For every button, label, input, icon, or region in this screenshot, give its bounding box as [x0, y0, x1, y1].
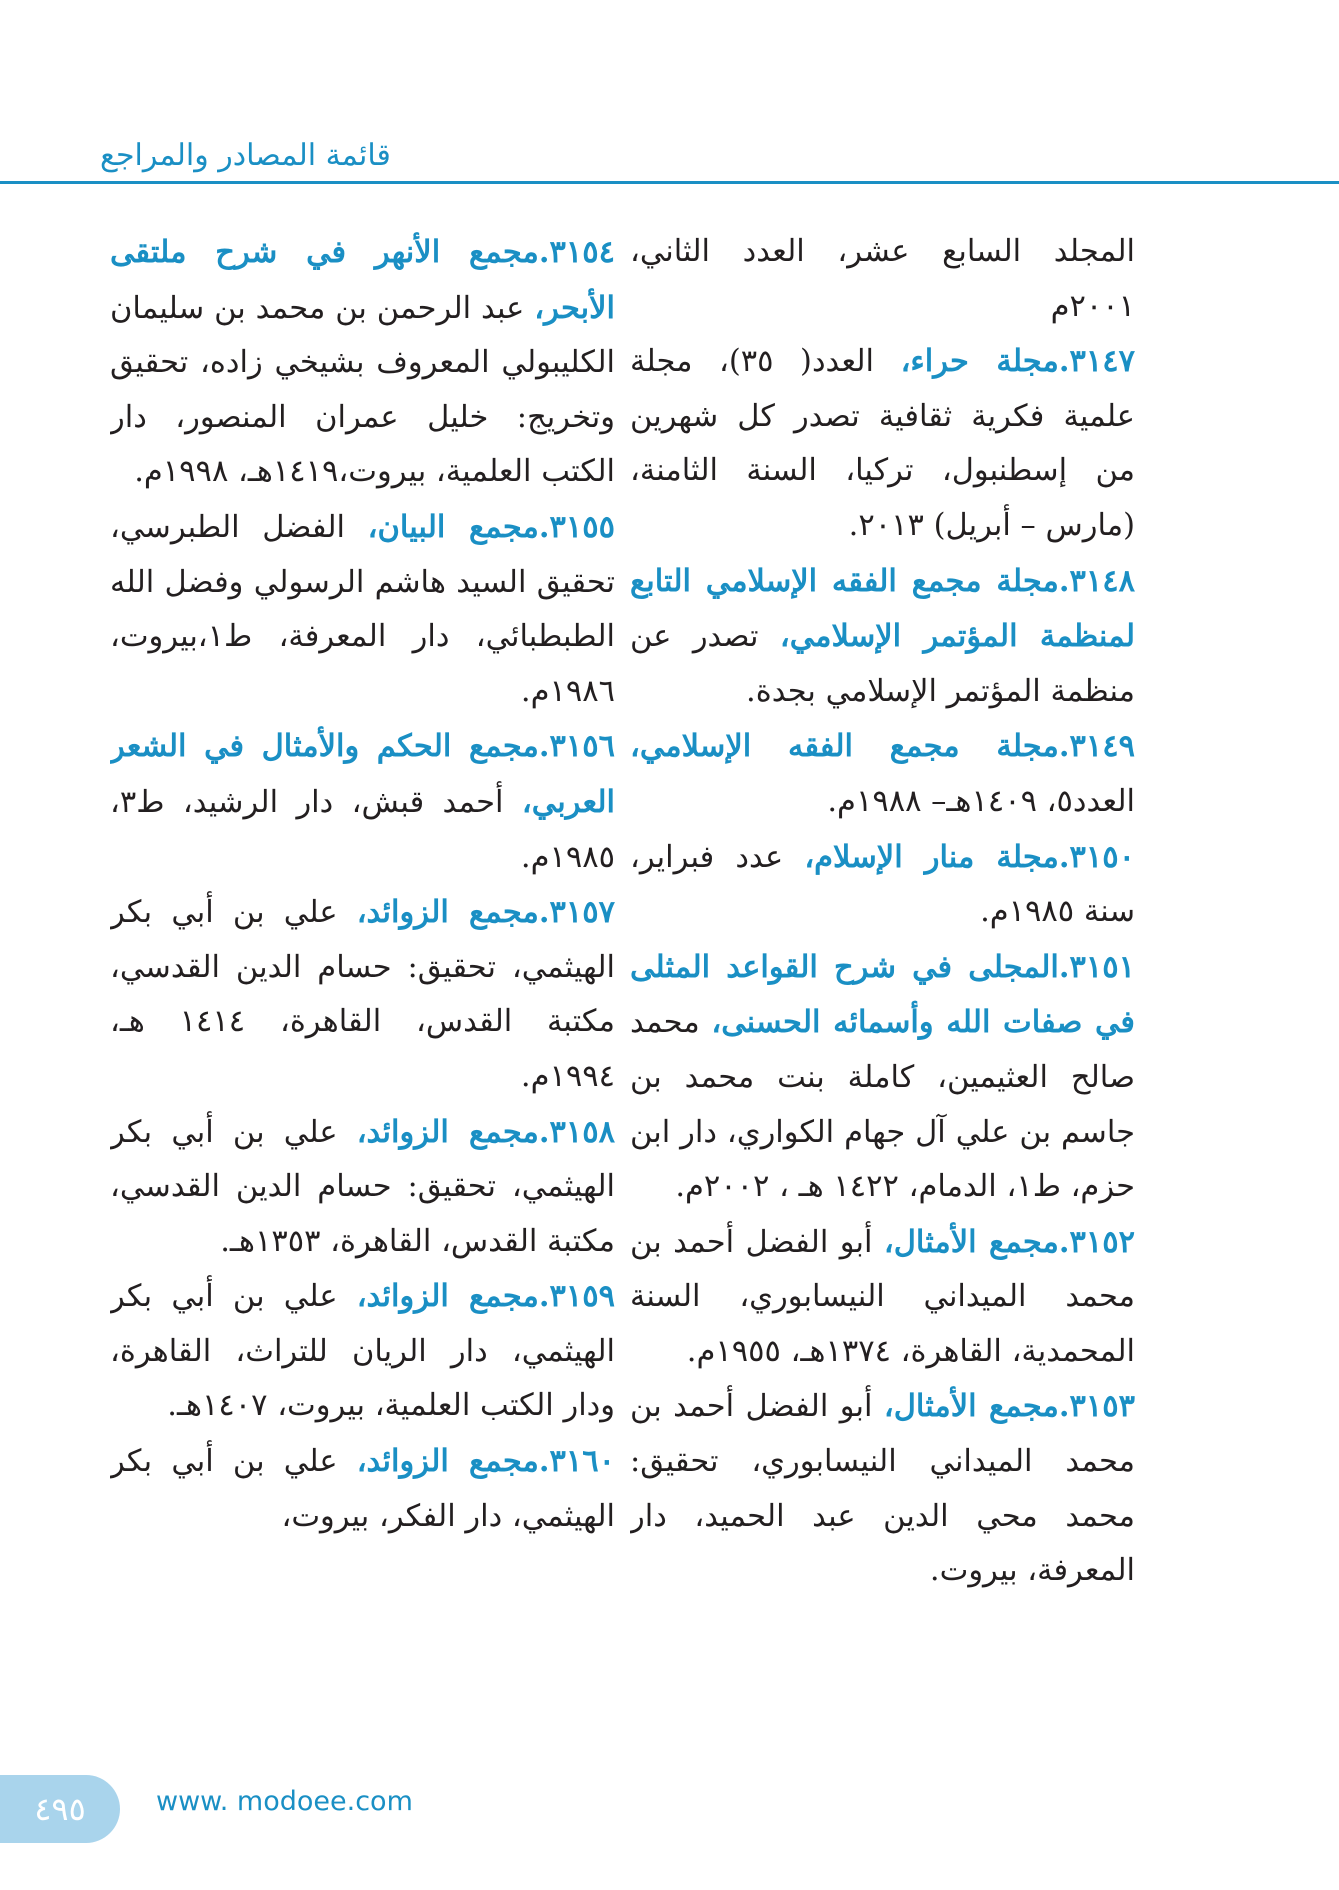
entry-number: ٣١٥٥.: [538, 508, 615, 545]
footer-website-link[interactable]: www. modoee.com: [156, 1786, 413, 1817]
entry-number: ٣١٥٧.: [538, 894, 615, 931]
entry-number: ٣١٥٦.: [538, 728, 615, 765]
entry-number: ٣١٤٩.: [1058, 728, 1135, 765]
entry-details: تصدر عن منظمة المؤتمر الإسلامي بجدة.: [630, 619, 1135, 709]
entry-details: أحمد قبش، دار الرشيد، ط٣، ١٩٨٥م.: [110, 784, 615, 875]
bibliography-entry: [630, 1379, 1135, 1598]
bibliography-entry: [110, 719, 615, 885]
bibliography-entry: [630, 1215, 1135, 1380]
entry-details: علي بن أبي بكر الهيثمي، دار الفكر، بيروت،: [110, 1444, 615, 1534]
entry-title: مجمع الحكم والأمثال في الشعر العربي،: [110, 728, 615, 820]
bibliography-entry: [630, 225, 1135, 334]
entry-details: المجلد السابع عشر، العدد الثاني، ٢٠٠١م: [630, 234, 1135, 324]
bibliography-entry: [110, 885, 615, 1104]
entry-details: العدد٥، ١٤٠٩هـ– ١٩٨٨م.: [827, 783, 1135, 819]
entry-details: الفضل الطبرسي، تحقيق السيد هاشم الرسولي وفضل الله الطبطبائي، دار المعرفة، ط١،بيروت، ١٩٨٦م.: [110, 509, 615, 709]
header-divider: [0, 181, 1339, 184]
entry-title: مجلة مجمع الفقه الإسلامي التابع لمنظمة المؤتمر الإسلامي،: [630, 562, 1135, 655]
entry-number: ٣١٥٨.: [538, 1113, 615, 1150]
entry-title: مجمع الزوائد،: [356, 894, 539, 931]
entry-title: مجلة حراء،: [900, 343, 1059, 380]
bibliography-entry: [110, 500, 615, 719]
entry-number: ٣١٦٠.: [538, 1443, 615, 1480]
entry-title: مجمع الزوائد،: [356, 1113, 539, 1150]
entry-title: المجلى في شرح القواعد المثلى في صفات الله وأسمائه الحسنى،: [630, 948, 1135, 1041]
entry-title: مجمع الأمثال،: [883, 1388, 1059, 1425]
entry-number: ٣١٥٩.: [538, 1278, 615, 1315]
entry-number: ٣١٥٣.: [1058, 1388, 1135, 1425]
entry-details: العدد( ٣٥)، مجلة علمية فكرية ثقافية تصدر كل شهرين من إسطنبول، تركيا، السنة الثامنة، (مارس – أبريل) ٢٠١٣.: [630, 344, 1135, 543]
bibliography-entry: [110, 1269, 615, 1434]
entry-title: مجمع الزوائد،: [356, 1278, 539, 1315]
bibliography-entry: [630, 830, 1135, 940]
entry-number: ٣١٥٠.: [1058, 838, 1135, 875]
right-column: [630, 225, 1135, 1725]
entry-title: مجلة منار الإسلام،: [804, 838, 1059, 875]
bibliography-entry: [630, 940, 1135, 1215]
page-number: ٤٩٥: [34, 1790, 86, 1828]
entry-title: مجمع الزوائد،: [356, 1443, 539, 1480]
bibliography-entry: [630, 719, 1135, 829]
entry-title: مجمع البيان،: [367, 508, 539, 545]
bibliography-entry: [110, 1105, 615, 1270]
bibliography-entry: [630, 554, 1135, 720]
bibliography-entry: [110, 1434, 615, 1544]
entry-number: ٣١٤٧.: [1058, 343, 1135, 380]
bibliography-entry: [630, 334, 1135, 553]
entry-details: محمد صالح العثيمين، كاملة بنت محمد بن جاسم بن علي آل جهام الكواري، دار ابن حزم، ط١، الدمام، ١٤٢٢ هـ ، ٢٠٠٢م.: [630, 1005, 1135, 1205]
entry-title: مجلة مجمع الفقه الإسلامي،: [630, 728, 1059, 765]
entry-title: مجمع الأنهر في شرح ملتقى الأبحر،: [110, 234, 615, 326]
entry-details: علي بن أبي بكر الهيثمي، تحقيق: حسام الدين القدسي، مكتبة القدس، القاهرة، ١٣٥٣هـ.: [110, 1114, 615, 1259]
entry-title: مجمع الأمثال،: [883, 1223, 1059, 1260]
entry-number: ٣١٥٤.: [538, 234, 615, 270]
running-header-title: قائمة المصادر والمراجع: [100, 138, 391, 173]
page-number-badge: [0, 1775, 120, 1843]
entry-details: علي بن أبي بكر الهيثمي، دار الريان للتراث، القاهرة، ودار الكتب العلمية، بيروت، ١٤٠٧هـ.: [110, 1279, 615, 1424]
entry-details: عدد فبراير، سنة ١٩٨٥م.: [630, 839, 1135, 930]
entry-number: ٣١٥١.: [1058, 948, 1135, 985]
entry-details: أبو الفضل أحمد بن محمد الميداني النيسابوري، تحقيق: محمد محي الدين عبد الحميد، دار المعرفة، بيروت.: [630, 1389, 1135, 1589]
entry-number: ٣١٥٢.: [1058, 1223, 1135, 1260]
entry-number: ٣١٤٨.: [1058, 562, 1135, 599]
entry-details: علي بن أبي بكر الهيثمي، تحقيق: حسام الدين القدسي، مكتبة القدس، القاهرة، ١٤١٤ هـ، ١٩٩٤م.: [110, 895, 615, 1094]
bibliography-entry: [110, 225, 615, 500]
left-column: [110, 225, 615, 1725]
entry-details: أبو الفضل أحمد بن محمد الميداني النيسابوري، السنة المحمدية، القاهرة، ١٣٧٤هـ، ١٩٥٥م.: [630, 1224, 1135, 1369]
entry-details: عبد الرحمن بن محمد بن سليمان الكليبولي المعروف بشيخي زاده، تحقيق وتخريج: خليل عمران المنصور، دار الكتب العلمية، بيروت،١٤١٩هـ، ١٩٩٨م.: [110, 290, 615, 490]
